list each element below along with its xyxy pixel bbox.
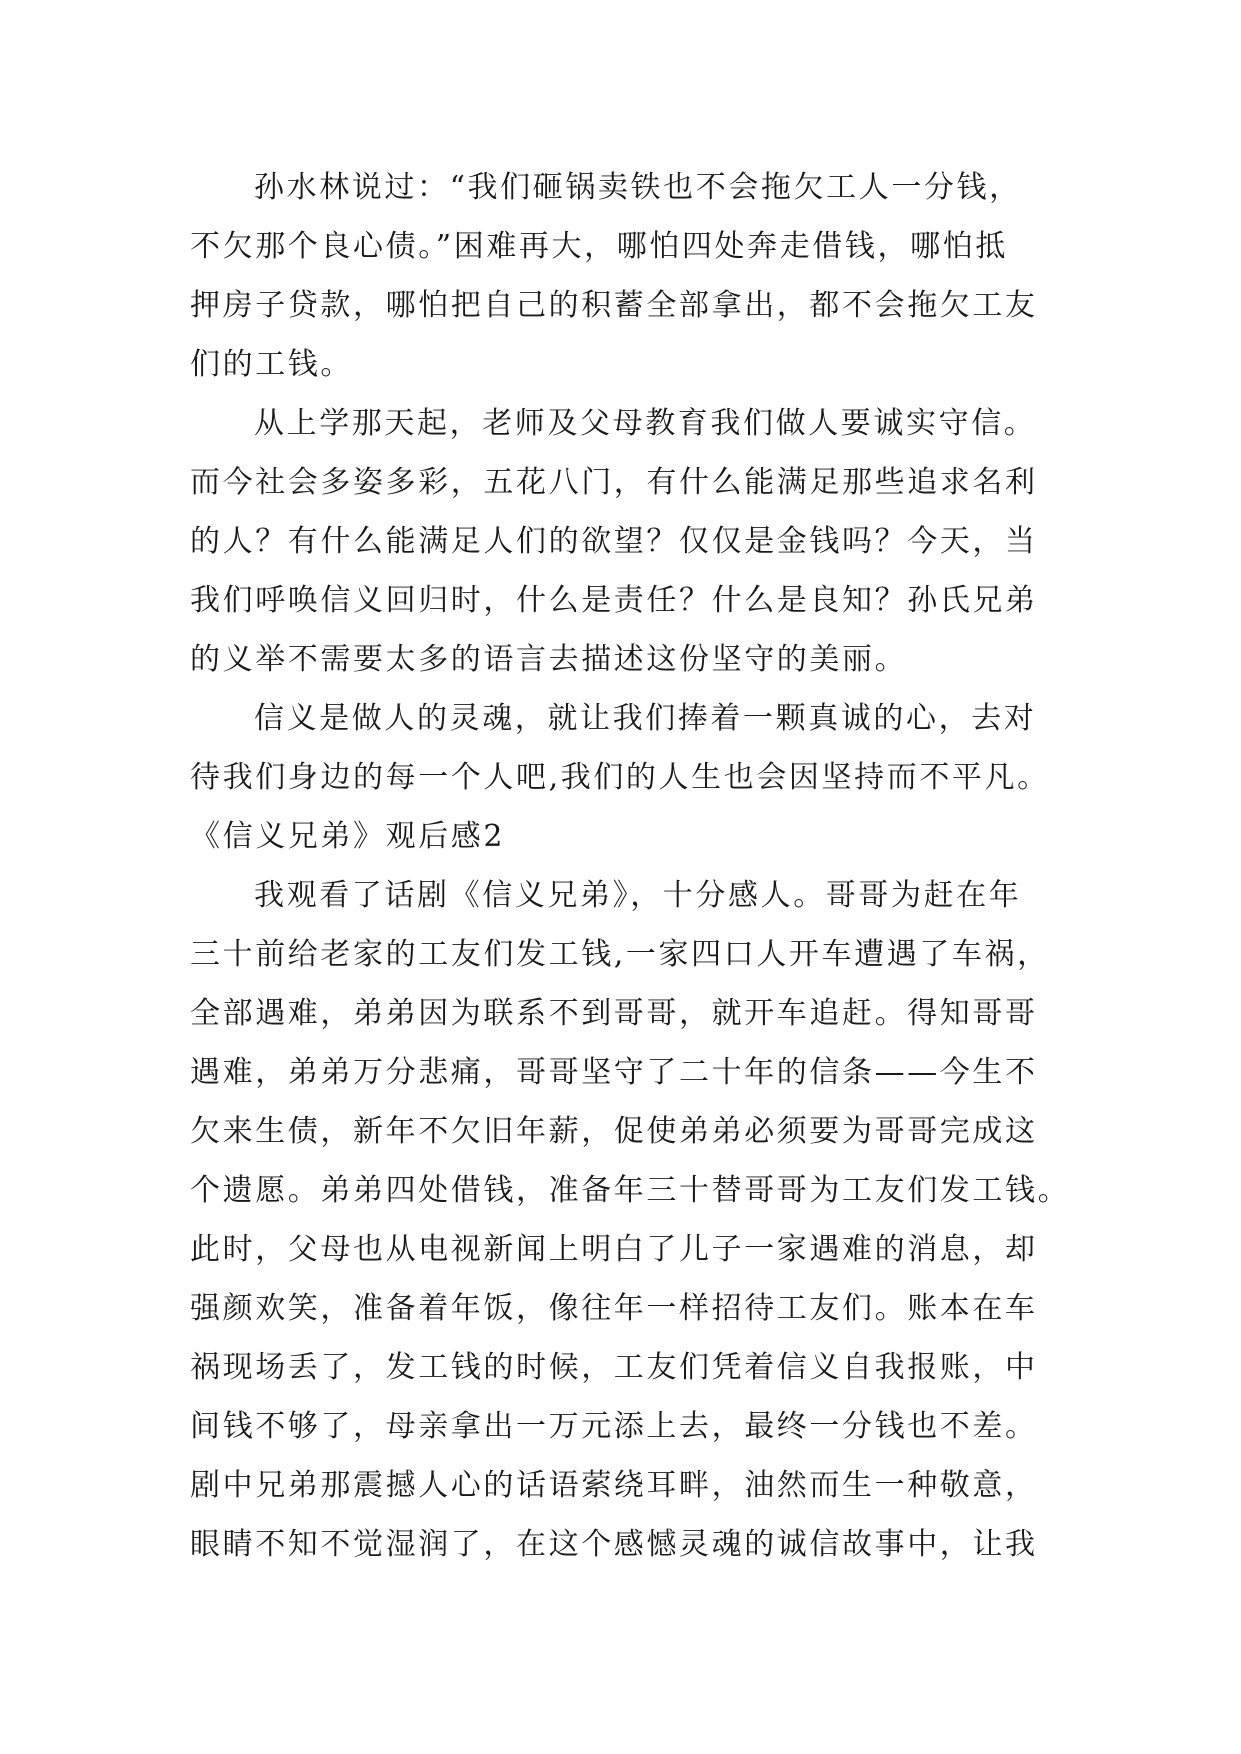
document-body [190, 158, 1071, 1574]
text-line: 信义是做人的灵魂，就让我们捧着一颗真诚的心，去对 [254, 701, 1037, 736]
text-line: 欠来生债，新年不欠旧年薪，促使弟弟必须要为哥哥完成这 [190, 1114, 1038, 1149]
text-line: 们的工钱。 [190, 347, 353, 382]
text-line: 的人？有什么能满足人们的欲望？仅仅是金钱吗？今天，当 [190, 524, 1038, 559]
text-line: 我们呼唤信义回归时，什么是责任？什么是良知？孙氏兄弟 [190, 583, 1038, 618]
text-line: 的义举不需要太多的语言去描述这份坚守的美丽。 [190, 642, 908, 677]
text-line: 遇难，弟弟万分悲痛，哥哥坚守了二十年的信条——今生不 [190, 1055, 1038, 1090]
text-line: 强颜欢笑，准备着年饭，像往年一样招待工友们。账本在车 [190, 1291, 1038, 1326]
text-line: 从上学那天起，老师及父母教育我们做人要诚实守信。 [254, 406, 1037, 441]
text-line: 孙水林说过：“我们砸锅卖铁也不会拖欠工人一分钱， [254, 170, 1022, 205]
text-line: 待我们身边的每一个人吧,我们的人生也会因坚持而不平凡。 [190, 760, 1050, 795]
text-line: 剧中兄弟那震撼人心的话语萦绕耳畔，油然而生一种敬意， [190, 1468, 1038, 1503]
text-line: 我观看了话剧《信义兄弟》，十分感人。哥哥为赶在年 [254, 878, 1022, 913]
text-line: 全部遇难，弟弟因为联系不到哥哥，就开车追赶。得知哥哥 [190, 996, 1038, 1031]
text-line: 眼睛不知不觉湿润了，在这个感憾灵魂的诚信故事中，让我 [190, 1527, 1038, 1562]
text-line: 不欠那个良心债。”困难再大，哪怕四处奔走借钱，哪怕抵 [190, 229, 1008, 264]
text-line: 三十前给老家的工友们发工钱,一家四口人开车遭遇了车祸， [190, 937, 1050, 972]
text-line: 而今社会多姿多彩，五花八门，有什么能满足那些追求名利 [190, 465, 1038, 500]
text-line: 个遗愿。弟弟四处借钱，准备年三十替哥哥为工友们发工钱。 [190, 1173, 1071, 1208]
text-line: 间钱不够了，母亲拿出一万元添上去，最终一分钱也不差。 [190, 1409, 1038, 1444]
text-line: 押房子贷款，哪怕把自己的积蓄全部拿出，都不会拖欠工友 [190, 288, 1038, 323]
section-heading: 《信义兄弟》观后感2 [190, 819, 506, 854]
text-line: 此时，父母也从电视新闻上明白了儿子一家遇难的消息，却 [190, 1232, 1038, 1267]
text-line: 祸现场丢了，发工钱的时候，工友们凭着信义自我报账，中 [190, 1350, 1038, 1385]
